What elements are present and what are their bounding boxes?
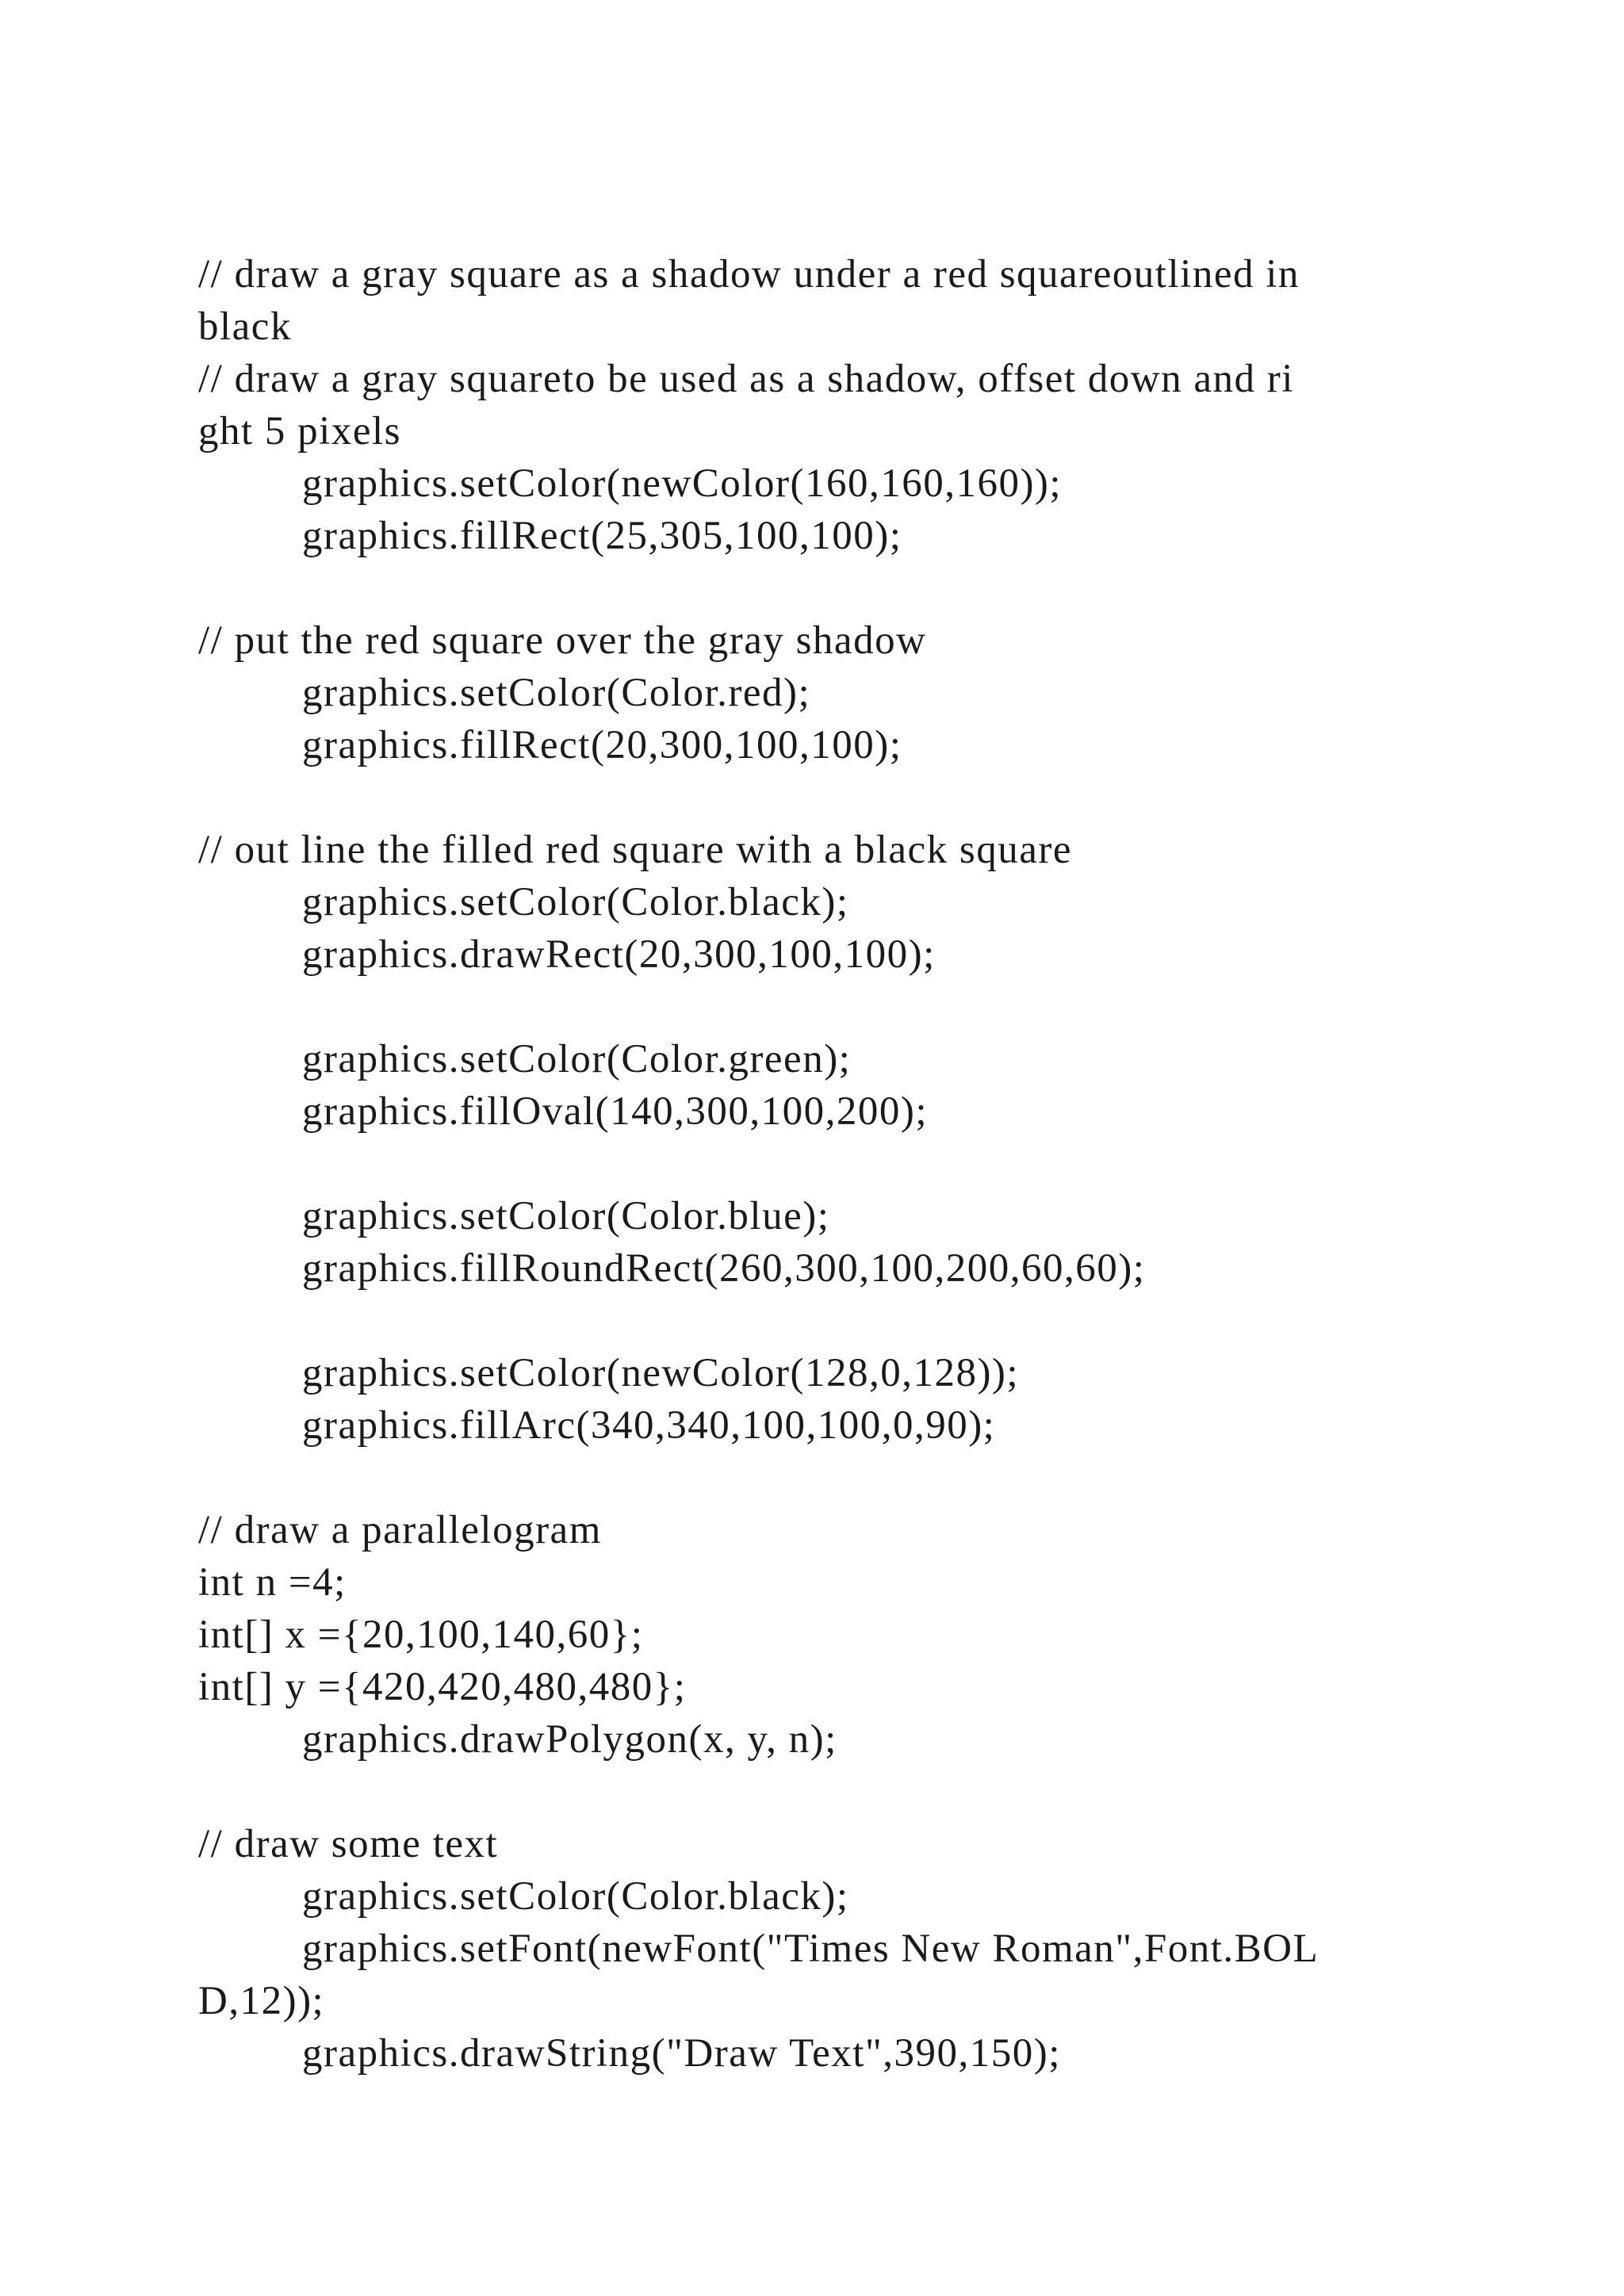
code-line: graphics.fillOval(140,300,100,200); xyxy=(302,1089,929,1134)
code-line: int[] y ={420,420,480,480}; xyxy=(198,1665,687,1709)
blank-line xyxy=(198,562,1435,614)
code-line: graphics.setColor(Color.black); xyxy=(302,880,849,924)
blank-line xyxy=(198,1138,1435,1190)
comment-line: // draw a gray squareto be used as a shadow, offset down and ri xyxy=(198,357,1294,401)
code-line: graphics.setColor(newColor(160,160,160)); xyxy=(302,461,1063,506)
code-line: graphics.fillRect(20,300,100,100); xyxy=(302,723,902,767)
code-line: graphics.fillRoundRect(260,300,100,200,60,60); xyxy=(302,1246,1146,1291)
blank-line xyxy=(198,981,1435,1033)
code-line: D,12)); xyxy=(198,1979,325,2023)
comment-line: // put the red square over the gray shadow xyxy=(198,618,927,663)
code-line: graphics.fillArc(340,340,100,100,0,90); xyxy=(302,1403,996,1448)
code-line: graphics.setColor(Color.black); xyxy=(302,1874,849,1919)
blank-line xyxy=(198,771,1435,824)
code-listing xyxy=(198,248,1435,2080)
code-line: graphics.setFont(newFont("Times New Roman",Font.BOL xyxy=(302,1927,1320,1971)
blank-line xyxy=(198,1295,1435,1347)
code-line: graphics.drawPolygon(x, y, n); xyxy=(302,1717,837,1762)
comment-line: // out line the filled red square with a black square xyxy=(198,828,1072,872)
code-line: graphics.setColor(Color.red); xyxy=(302,671,811,715)
comment-line: // draw a parallelogram xyxy=(198,1508,602,1552)
code-line: graphics.fillRect(25,305,100,100); xyxy=(302,514,902,558)
code-line: graphics.setColor(newColor(128,0,128)); xyxy=(302,1351,1020,1395)
code-line: int[] x ={20,100,140,60}; xyxy=(198,1613,644,1657)
comment-line: // draw a gray square as a shadow under a red squareoutlined in xyxy=(198,252,1300,297)
code-line: graphics.drawString("Draw Text",390,150); xyxy=(302,2031,1061,2076)
blank-line xyxy=(198,1452,1435,1504)
code-line: graphics.drawRect(20,300,100,100); xyxy=(302,932,936,977)
code-line: graphics.setColor(Color.blue); xyxy=(302,1194,830,1238)
code-line: int n =4; xyxy=(198,1560,347,1605)
code-line: black xyxy=(198,304,292,349)
comment-line: // draw some text xyxy=(198,1822,499,1866)
blank-line xyxy=(198,1766,1435,1818)
code-line: graphics.setColor(Color.green); xyxy=(302,1037,852,1081)
code-line: ght 5 pixels xyxy=(198,409,401,453)
